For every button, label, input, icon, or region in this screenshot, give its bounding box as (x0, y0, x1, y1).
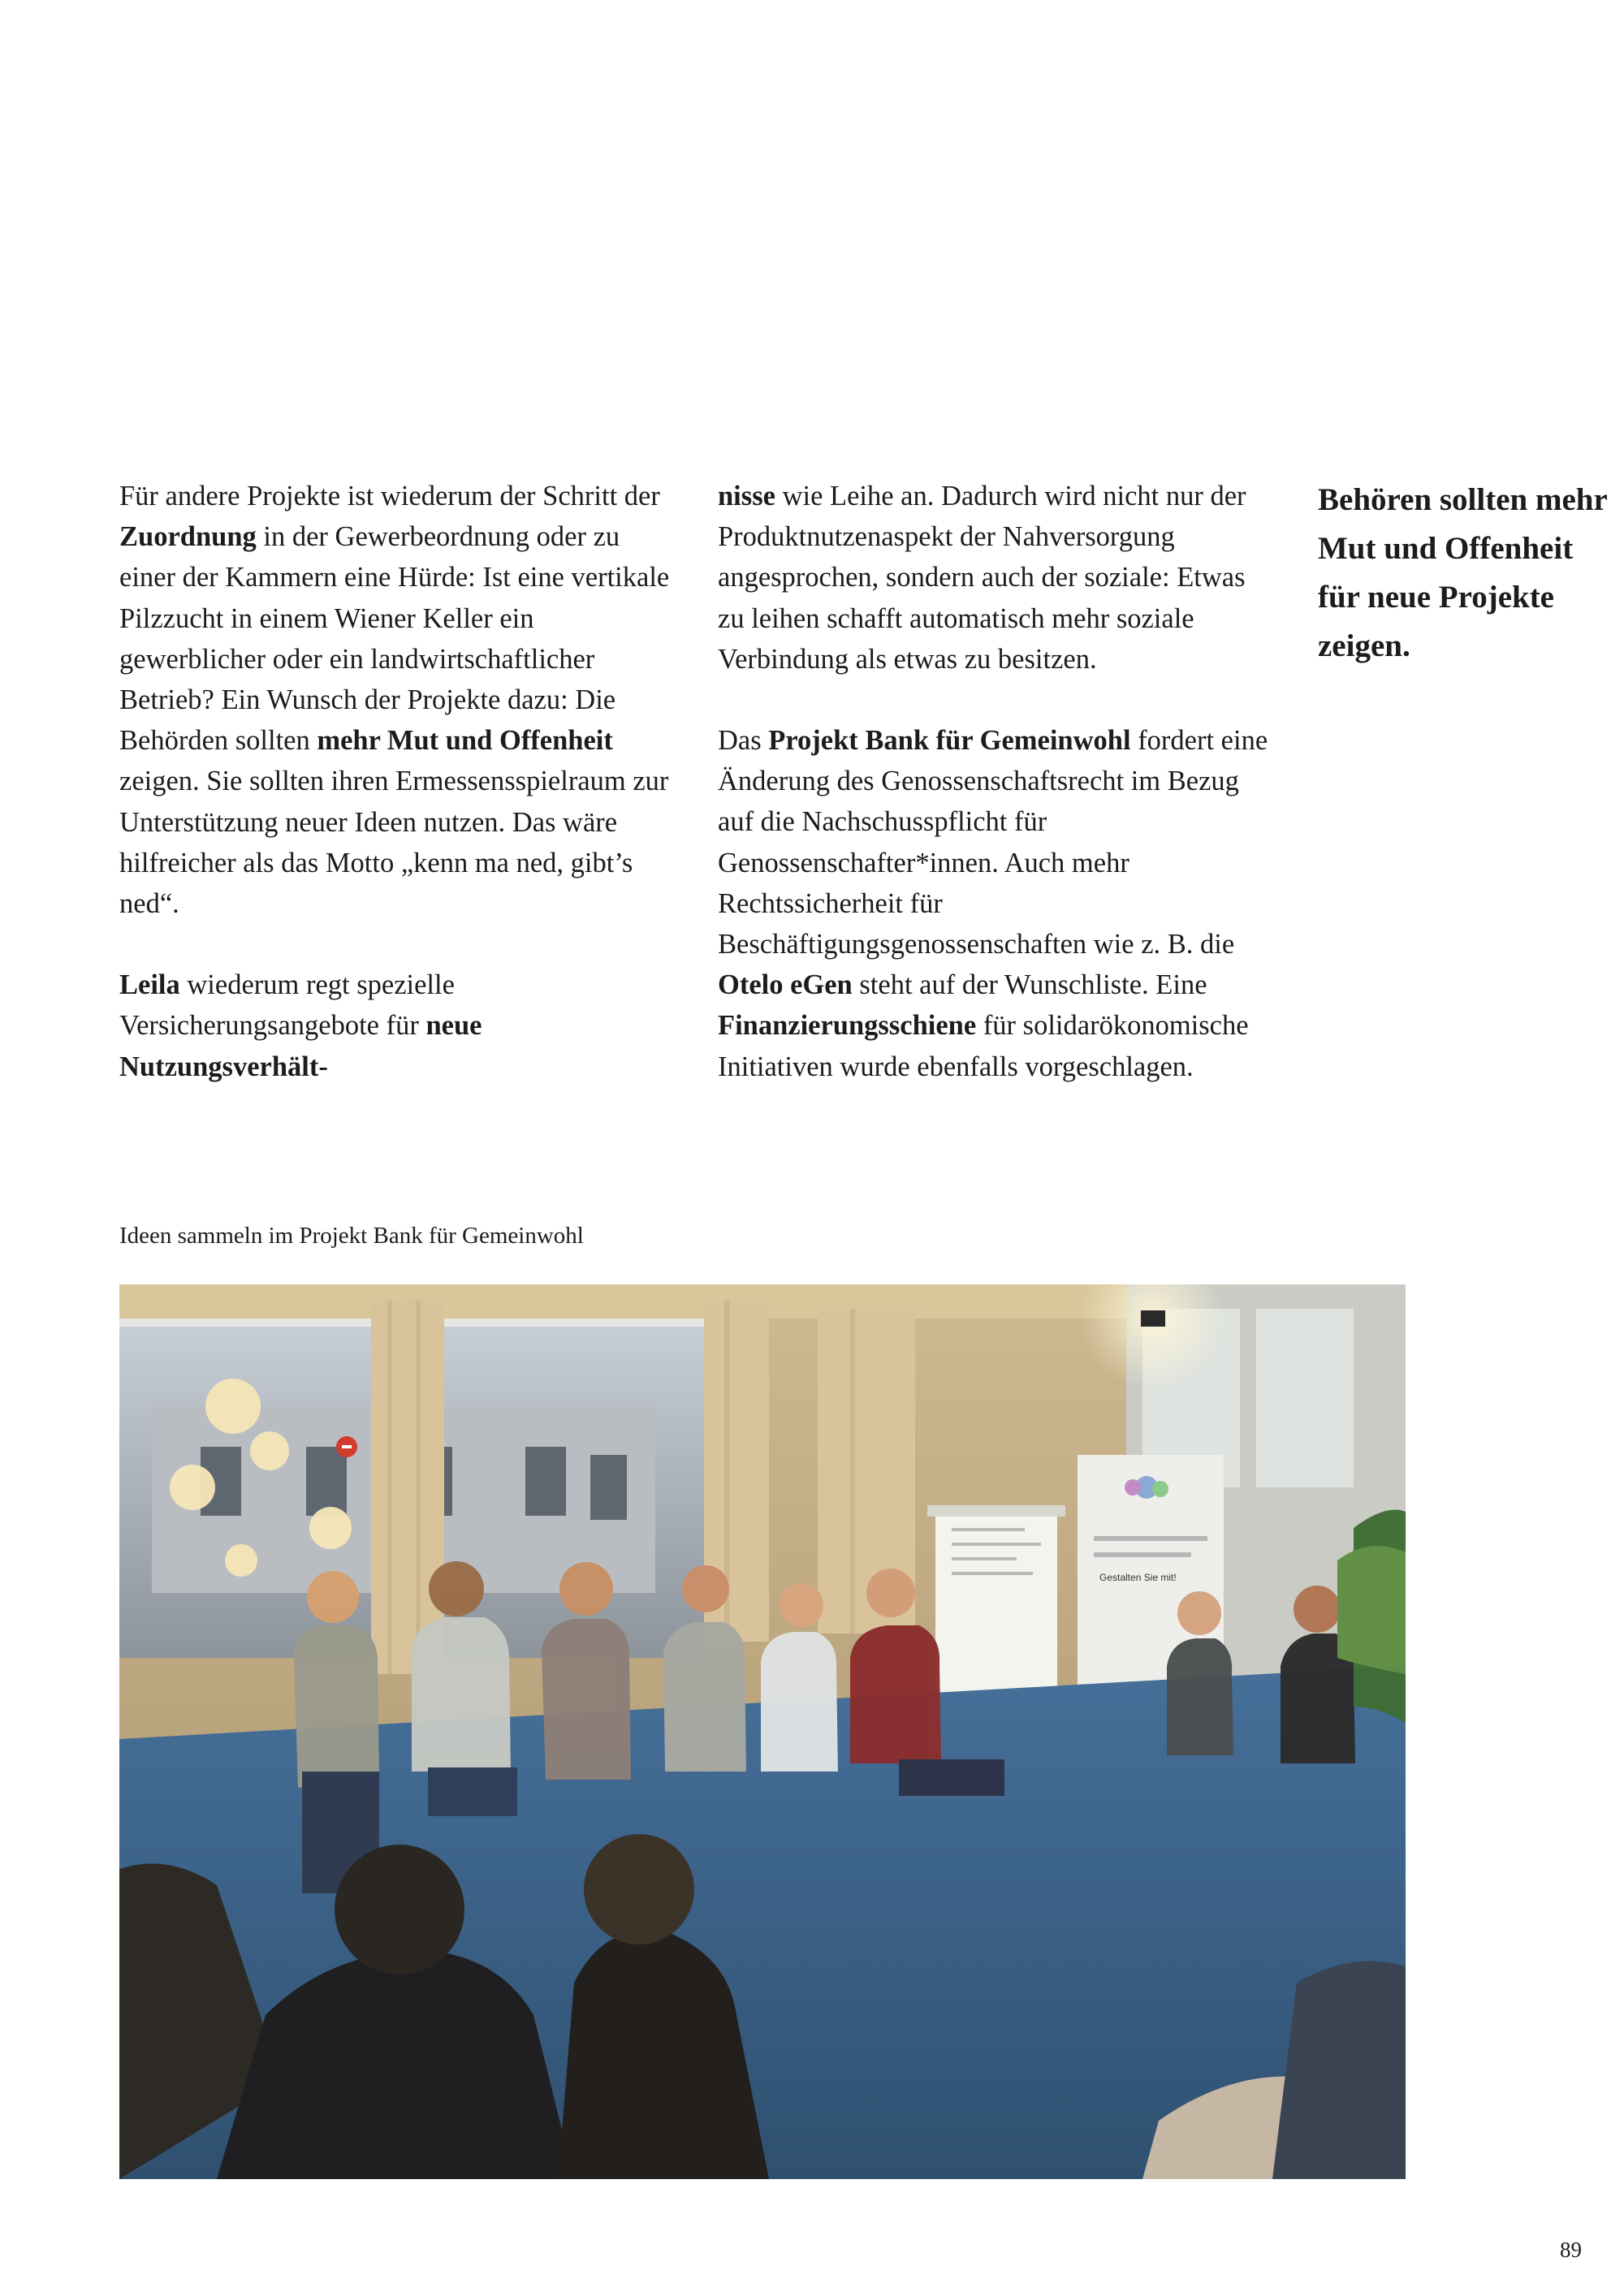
text-column-2 (718, 476, 1278, 1087)
text-run: wiederum regt spezielle Versicherungsangebote für (119, 969, 455, 1042)
bold-term: nisse (718, 481, 775, 511)
paragraph (718, 720, 1278, 1087)
pull-quote: Behören sollten mehr Mut und Offenheit für neue Projekte zeigen. (1318, 482, 1608, 663)
text-run: fordert eine Änderung des Genossenschaftsrecht im Bezug auf die Nachschusspflicht für Genossenschafter*innen. Auch mehr Rechtssicherheit für Beschäftigungsgenossenschaften wie z. B. die (718, 725, 1268, 960)
text-run: wie Leihe an. Dadurch wird nicht nur der Produktnutzenaspekt der Nahversorgung angesprochen, sondern auch der soziale: Etwas zu leihen schafft automatisch mehr soziale Verbindung als etwas zu besitzen. (718, 481, 1246, 675)
bold-term: neue Nutzungsverhält- (119, 1010, 482, 1082)
text-run: in der Gewerbeordnung oder zu einer der Kammern eine Hürde: Ist eine vertikale Pilzzucht in einem Wiener Keller ein gewerblicher oder ein landwirtschaftlicher Betrieb? Ein Wunsch der Projekte dazu: Die Behörden sollten (119, 521, 670, 757)
workshop-photo (119, 1284, 1406, 2179)
photo-caption: Ideen sammeln im Projekt Bank für Gemeinwohl (119, 1223, 584, 1249)
text-run: steht auf der Wunschliste. Eine (852, 969, 1207, 1001)
page-number: 89 (1560, 2238, 1582, 2262)
paragraph (119, 476, 680, 924)
bold-term: Projekt Bank für Gemeinwohl (768, 725, 1131, 757)
text-run: Das (718, 725, 769, 757)
paragraph (119, 965, 680, 1087)
text-run: für solidarökonomische Initiativen wurde ebenfalls vorgeschlagen. (718, 1010, 1249, 1082)
text-run: Für andere Projekte ist wiederum der Schritt der (119, 481, 660, 511)
bold-term: Finanzierungsschiene (718, 1010, 977, 1042)
text-run: zeigen. Sie sollten ihren Ermessensspielraum zur Unterstützung neuer Ideen nutzen. Das wäre hilfreicher als das Motto „kenn ma ned, gibt’s ned“. (119, 766, 669, 920)
bold-term: Zuordnung (119, 521, 257, 553)
paragraph (718, 476, 1278, 680)
bold-term: Leila (119, 969, 180, 1001)
bold-term: mehr Mut und Offenheit (317, 725, 613, 757)
bold-term: Otelo eGen (718, 969, 853, 1001)
flipchart-text: Gestalten Sie mit! (1099, 1572, 1177, 1583)
text-column-1 (119, 476, 680, 1087)
flipchart (935, 1512, 1057, 1711)
